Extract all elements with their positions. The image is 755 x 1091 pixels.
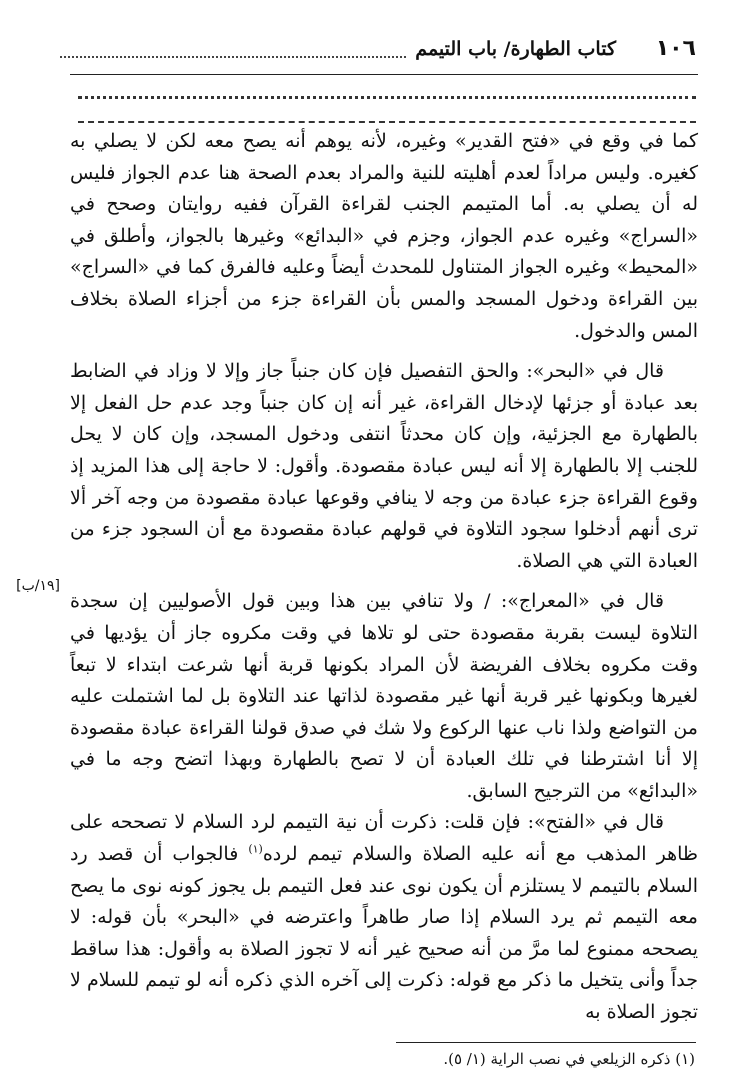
footnote-reference: (١) [248, 842, 263, 856]
paragraph-4 [70, 807, 698, 1028]
page-number: ١٠٦ [655, 36, 696, 61]
header-rule [70, 74, 698, 75]
header-dotted-leader [60, 56, 406, 58]
running-title: كتاب الطهارة/ باب التيمم [415, 38, 616, 60]
dotted-separator [78, 96, 696, 99]
paragraph-4-continuation: فالجواب أن قصد رد السلام بالتيمم لا يستلزم أن يكون نوى عند فعل التيمم بل يجوز كونه نوى ما يصح معه التيمم ثم يرد السلام إذا صار طاهراً واعترضه في «البحر» بأن قوله: لا يصححه ممنوع لما مرَّ من أنه صحيح غير أنه لا تجوز الصلاة به وأقول: هذا ساقط جداً وأنى يتخيل ما ذكر مع قوله: ذكرت إلى آخره الذي ذكره أنه لو تيمم للسلام لا تجوز الصلاة به [70, 843, 698, 1024]
dashed-separator [78, 121, 696, 123]
paragraph-3: قال في «المعراج»: / ولا تنافي بين هذا وبين قول الأصوليين إن سجدة التلاوة ليست بقربة مقصودة حتى لو تلاها في وقت مكروه جاز أن يؤديها في وقت مكروه بخلاف الفريضة لأن المراد بكونها قربة أنها شرعت ابتداء لا تبعاً لغيرها وبكونها غير قربة أنها غير مقصودة لذاتها عند التلاوة بل لما اشتملت عليه من التواضع ولذا ناب عنها الركوع ولا شك في صدق قولنا القراءة عبادة مقصودة إلا أنا اشترطنا في تلك العبادة أن لا تصح بالطهارة وبهذا اتضح وجه ما في «البدائع» من الترجيح السابق. [70, 590, 698, 802]
manuscript-folio-marker: [١٩/ب] [16, 578, 60, 594]
footnote: (١) ذكره الزيلعي في نصب الراية (١/ ٥). [443, 1050, 695, 1068]
paragraph-4-text: قال في «الفتح»: فإن قلت: ذكرت أن نية التيمم لرد السلام لا تصححه على ظاهر المذهب مع أنه عليه الصلاة والسلام تيمم لرده [70, 811, 698, 866]
footnote-rule [396, 1042, 696, 1043]
paragraph-2: قال في «البحر»: والحق التفصيل فإن كان جنباً جاز وإلا لا وزاد في الضابط بعد عبادة أو جزئها لإدخال القراءة، غير أنه إن كان جنباً وجد عدم حل الفعل إلا بالطهارة مع الجزئية، وإن كان محدثاً انتفى ودخول المسجد، وإن كان لا يحل للجنب إلا بالطهارة إلا أنه ليس عبادة مقصودة. وأقول: لا حاجة إلى هذا المزيد إذ وقوع القراءة جزء عبادة من وجه لا ينافي وقوعها عبادة مقصودة من وجه آخر ألا ترى أنهم أدخلوا سجود التلاوة في قولهم عبادة مقصودة مع أن السجود جزء من العبادة التي هي الصلاة. [70, 360, 698, 572]
page-header [60, 34, 696, 68]
paragraph-1: كما في وقع في «فتح القدير» وغيره، لأنه يوهم أنه يصح معه لكن لا يصلي به كغيره. وليس مراداً لعدم أهليته للنية والمراد بعدم الصحة هنا عدم الجواز فليس له أن يصلي به. أما المتيمم الجنب لقراءة القرآن ففيه روايتان وصحح في «السراج» وغيره عدم الجواز، وجزم في «البدائع» وغيرها بالجواز، وأطلق في «المحيط» وغيره الجواز المتناول للمحدث أيضاً وعليه فالفرق كما في «السراج» بين القراءة ودخول المسجد والمس بأن القراءة جزء من أجزاء الصلاة بخلاف المس والدخول. [70, 130, 698, 342]
main-text [70, 126, 698, 1029]
